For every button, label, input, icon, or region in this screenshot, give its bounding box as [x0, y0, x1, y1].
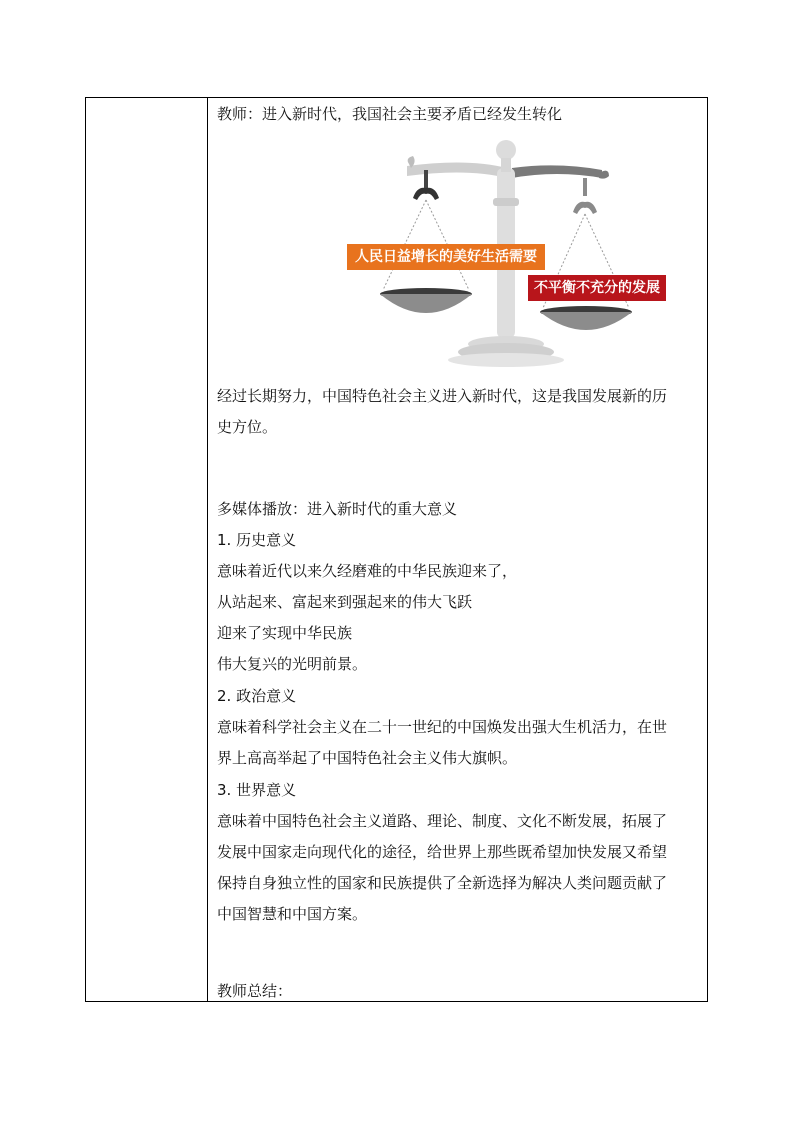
paragraph-line: 史方位。: [217, 418, 278, 436]
multimedia-title: 多媒体播放：进入新时代的重大意义: [217, 500, 458, 518]
section-heading: 1. 历史意义: [217, 531, 297, 549]
section-line: 迎来了实现中华民族: [217, 624, 353, 642]
paragraph-line: 经过长期努力，中国特色社会主义进入新时代，这是我国发展新的历: [217, 387, 668, 405]
lesson-table: [85, 97, 708, 1002]
scale-label-left: 人民日益增长的美好生活需要: [347, 244, 545, 270]
section-line: 发展中国家走向现代化的途径，给世界上那些既希望加快发展又希望: [217, 843, 668, 861]
section-line: 意味着科学社会主义在二十一世纪的中国焕发出强大生机活力，在世: [217, 718, 668, 736]
section-heading: 2. 政治意义: [217, 687, 297, 705]
teacher-summary: 教师总结：: [217, 982, 293, 1000]
section-heading: 3. 世界意义: [217, 781, 297, 799]
section-line: 中国智慧和中国方案。: [217, 905, 368, 923]
section-line: 保持自身独立性的国家和民族提供了全新选择为解决人类问题贡献了: [217, 874, 668, 892]
section-line: 伟大复兴的光明前景。: [217, 655, 368, 673]
section-line: 界上高高举起了中国特色社会主义伟大旗帜。: [217, 749, 518, 767]
teacher-intro: 教师：进入新时代，我国社会主要矛盾已经发生转化: [217, 105, 563, 123]
column-divider: [207, 98, 208, 1001]
section-line: 意味着中国特色社会主义道路、理论、制度、文化不断发展，拓展了: [217, 812, 668, 830]
scale-label-right: 不平衡不充分的发展: [528, 275, 666, 301]
section-line: 意味着近代以来久经磨难的中华民族迎来了，: [217, 562, 518, 580]
section-line: 从站起来、富起来到强起来的伟大飞跃: [217, 593, 473, 611]
balance-scale-illustration: [347, 138, 660, 368]
